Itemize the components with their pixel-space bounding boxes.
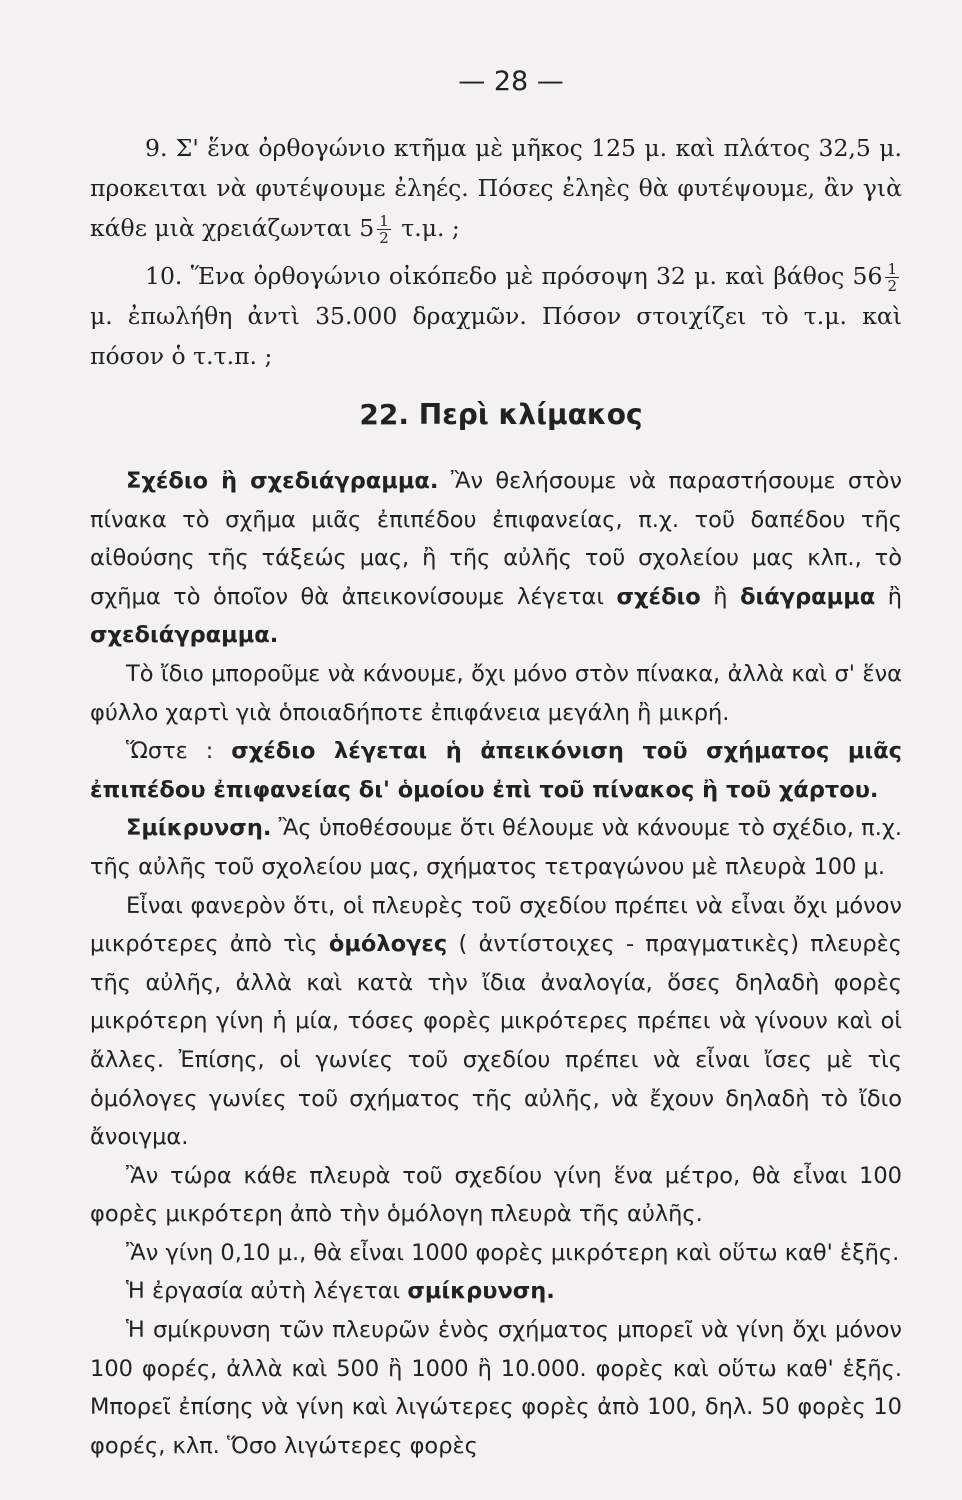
paragraph — [90, 887, 902, 1157]
fraction — [885, 261, 899, 294]
paragraph-text: ἢ — [700, 583, 741, 610]
paragraph-text: ( ἀντίστοιχες - πραγματικὲς) πλευρὲς τῆς αὐλῆς, ἀλλὰ καὶ κατὰ τὴν ἴδια ἀναλογία, ὅσες δηλαδὴ φορὲς μικρότερη γίνη ἡ μία, τόσες φορὲς μικρότερες πρέπει νὰ γίνουν καὶ οἱ ἄλλες. Ἐπίσης, οἱ γωνίες τοῦ σχεδίου πρέπει νὰ εἶναι ἴσες μὲ τὶς ὁμόλογες γωνίες τοῦ σχήματος τῆς αὐλῆς, νὰ ἔχουν δηλαδὴ τὸ ἴδιο ἄνοιγμα. — [90, 931, 902, 1151]
paragraph — [90, 1272, 902, 1311]
paragraph: Τὸ ἴδιο μποροῦμε νὰ κάνουμε, ὄχι μόνο στὸν πίνακα, ἀλλὰ καὶ σ' ἕνα φύλλο χαρτὶ γιὰ ὁποιαδήποτε ἐπιφάνεια μεγάλη ἢ μικρή. — [90, 660, 902, 726]
fraction-denominator: 2 — [379, 229, 389, 247]
paragraph: Ἡ σμίκρυνση τῶν πλευρῶν ἑνὸς σχήματος μπορεῖ νὰ γίνη ὄχι μόνον 100 φορές, ἀλλὰ καὶ 500 ἢ 1000 ἢ 10.000. φορὲς καὶ οὕτω καθ' ἑξῆς. Μπορεῖ ἐπίσης νὰ γίνη καὶ λιγώτερες φορὲς ἀπὸ 100, δηλ. 50 φορὲς 10 φορές, κλπ. Ὅσο λιγώτερες φορὲς — [90, 1317, 902, 1459]
fraction-numerator: 1 — [887, 260, 897, 278]
term-bold: σμίκρυνση. — [407, 1278, 555, 1305]
problem-9 — [90, 128, 902, 248]
fraction-numerator: 1 — [379, 212, 389, 230]
paragraph: Ἂν τώρα κάθε πλευρὰ τοῦ σχεδίου γίνη ἕνα μέτρο, θὰ εἶναι 100 φορὲς μικρότερη ἀπὸ τὴν ὁμόλογη πλευρὰ τῆς αὐλῆς. — [90, 1162, 902, 1228]
definition-text: σχέδιο λέγεται ἡ ἀπεικόνιση τοῦ σχήματος μιᾶς ἐπιπέδου ἐπιφανείας δι' ὁμοίου ἐπὶ τοῦ πίνακος ἢ τοῦ χάρτου. — [90, 738, 902, 803]
paragraph: Ἂν γίνη 0,10 μ., θὰ εἶναι 1000 φορὲς μικρότερη καὶ οὕτω καθ' ἑξῆς. — [126, 1239, 900, 1266]
paragraph-sketch — [90, 462, 902, 655]
fraction — [377, 213, 391, 246]
problem-number: 10. — [145, 262, 183, 290]
paragraph-text: ἢ — [875, 583, 902, 610]
term-sketch: Σχέδιο ἢ σχεδιάγραμμα. — [126, 468, 439, 494]
paragraph-reduction — [90, 809, 902, 886]
term-bold: σχεδιάγραμμα. — [90, 622, 279, 649]
paragraph-text: Ἂν θελήσουμε νὰ παραστήσουμε στὸν πίνακα τὸ σχῆμα μιᾶς ἐπιπέδου ἐπιφανείας, π.χ. τοῦ δαπέδου τῆς αἰθούσης τῆς τάξεώς μας, ἢ τῆς αὐλῆς τοῦ σχολείου μας κλπ., τὸ σχῆμα τὸ ὁποῖον θὰ ἀπεικονίσουμε λέγεται — [90, 468, 903, 610]
problem-number: 9. — [145, 134, 168, 162]
paragraph-text: Ὥστε : — [126, 738, 232, 765]
term-bold: ὁμόλογες — [328, 931, 448, 958]
paragraph-text: Ἂς ὑποθέσουμε ὅτι θέλουμε νὰ κάνουμε τὸ σχέδιο, π.χ. τῆς αὐλῆς τοῦ σχολείου μας, σχήματος τετραγώνου μὲ πλευρὰ 100 μ. — [90, 815, 902, 880]
fraction-denominator: 2 — [887, 277, 897, 295]
section-title: 22. Περὶ κλίμακος — [359, 398, 643, 431]
section-body — [90, 462, 902, 1465]
paragraph-text: Ἡ ἐργασία αὐτὴ λέγεται — [126, 1278, 408, 1305]
problem-text-end: τ.μ. ; — [401, 214, 460, 242]
paragraph-text: Εἶναι φανερὸν ὅτι, οἱ πλευρὲς τοῦ σχεδίου πρέπει νὰ εἶναι ὄχι μόνον μικρότερες ἀπὸ τὶς — [90, 892, 902, 958]
problem-10 — [90, 256, 902, 376]
term-bold: διάγραμμα — [740, 583, 876, 610]
paragraph-definition — [90, 732, 902, 809]
problem-text: Ἕνα ὀρθογώνιο οἰκόπεδο μὲ πρόσοψη 32 μ. καὶ βάθος 56 — [190, 262, 883, 290]
term-bold: σχέδιο — [616, 583, 701, 610]
page-number: — 28 — — [458, 66, 564, 97]
problem-text: Σ' ἕνα ὀρθογώνιο κτῆμα μὲ μῆκος 125 μ. καὶ πλάτος 32,5 μ. προκειται νὰ φυτέψουμε ἐληές. Πόσες ἐληὲς θὰ φυτέψουμε, ἂν γιὰ κάθε μιὰ χρειάζωνται 5 — [90, 134, 902, 242]
problem-text-end: μ. ἐπωλήθη ἀντὶ 35.000 δραχμῶν. Πόσον στοιχίζει τὸ τ.μ. καὶ πόσον ὁ τ.τ.π. ; — [90, 302, 902, 370]
term-reduction: Σμίκρυνση. — [126, 815, 272, 842]
